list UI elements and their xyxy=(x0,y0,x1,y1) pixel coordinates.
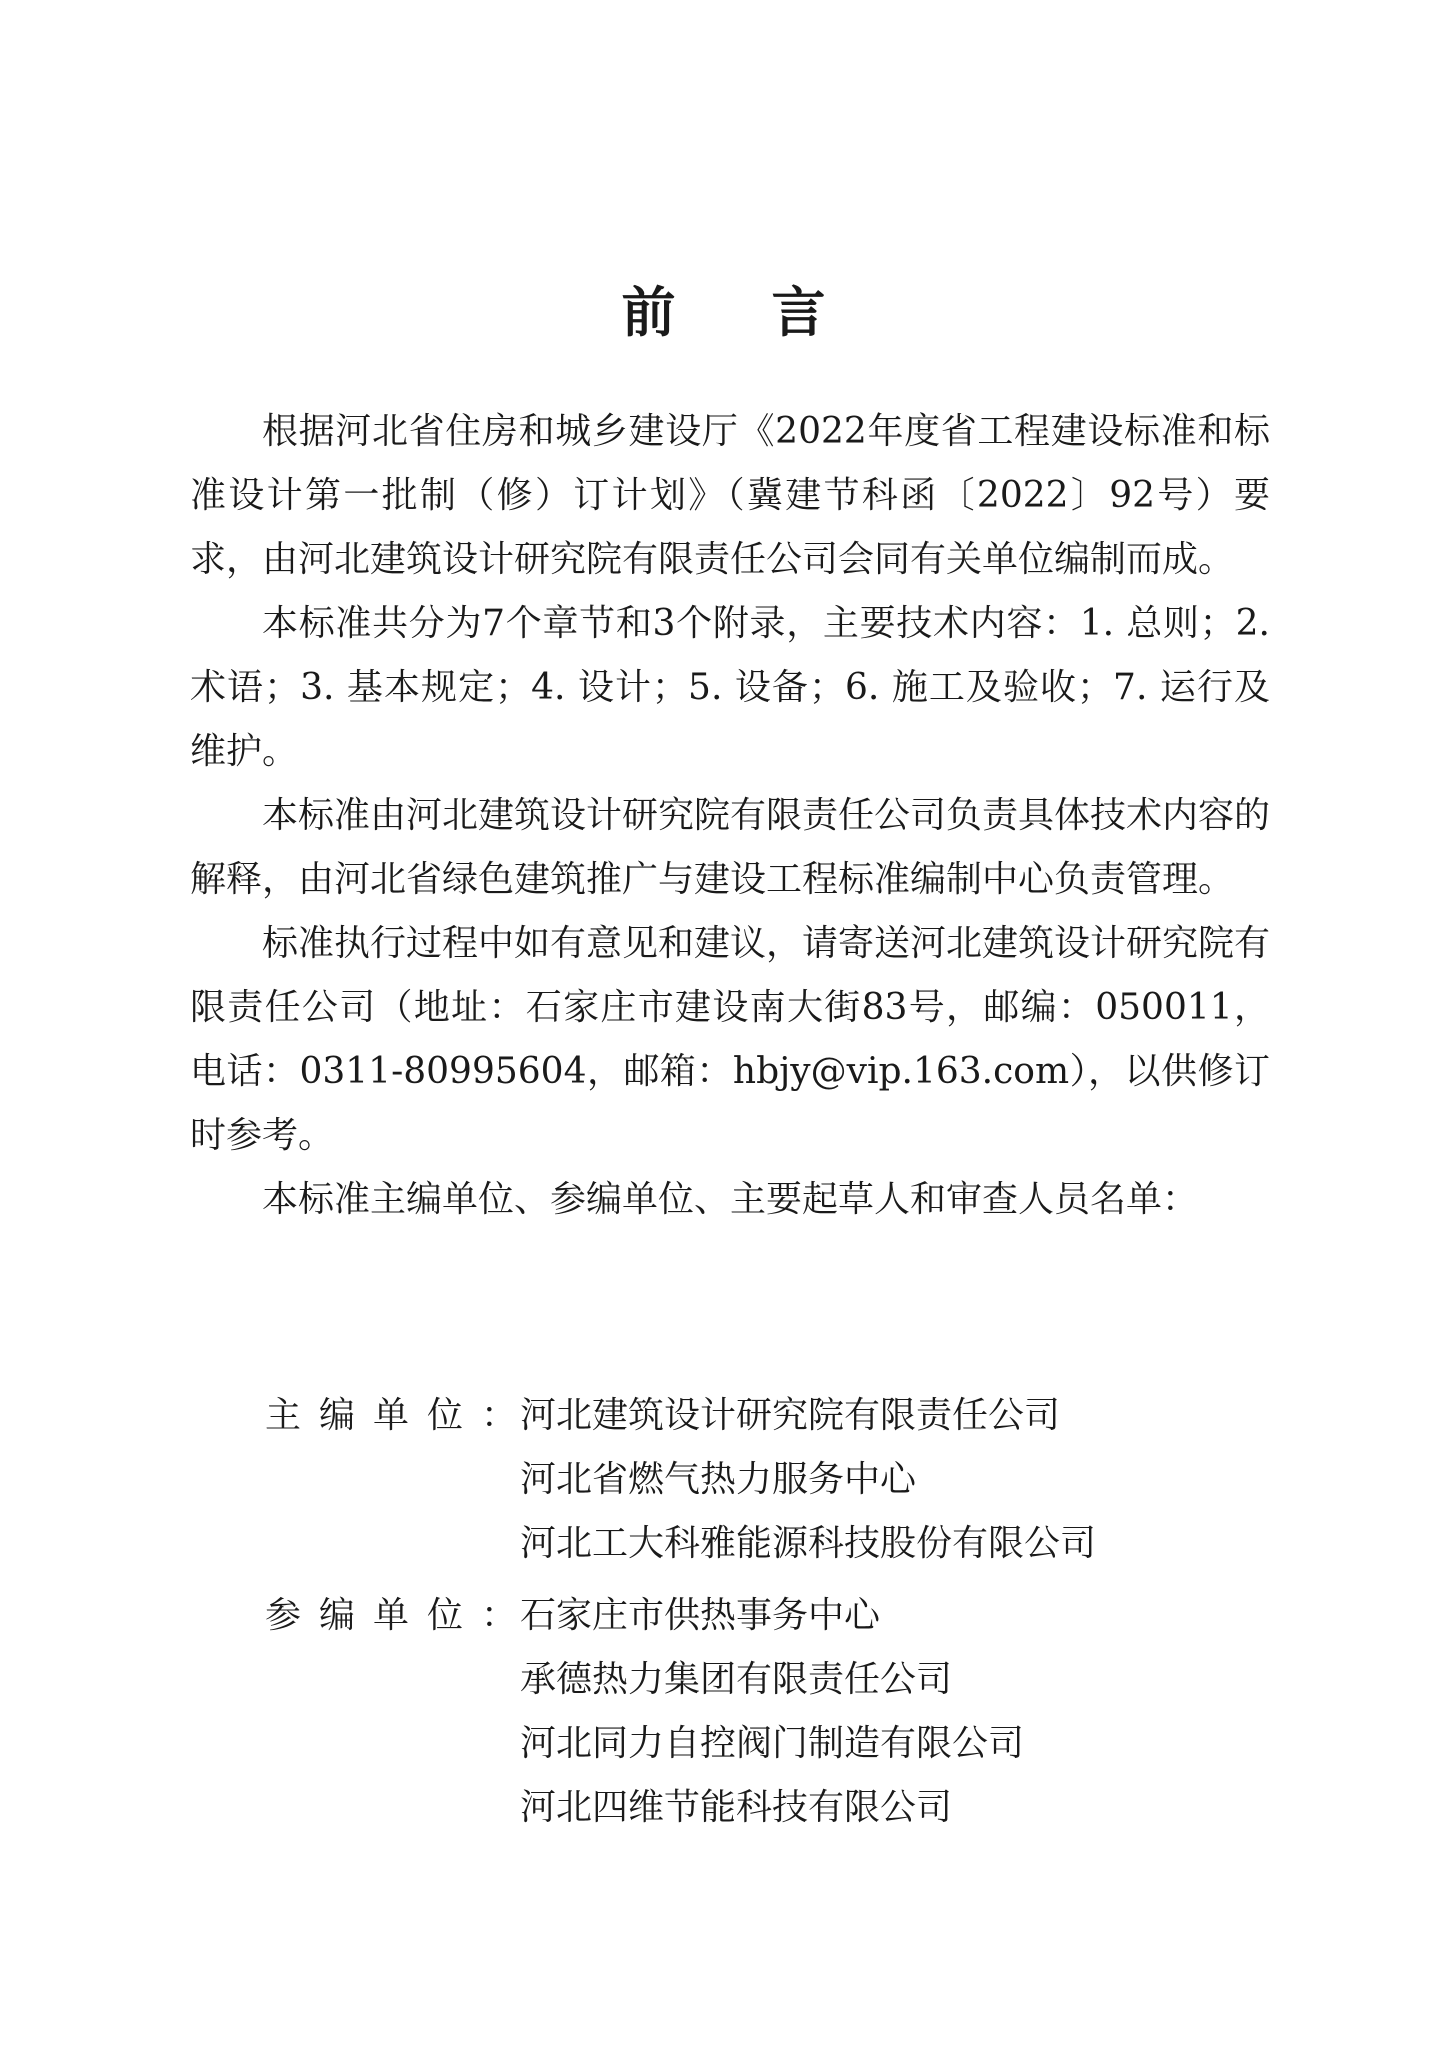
participating-unit-item: 河北四维节能科技有限公司 xyxy=(520,1787,953,1828)
paragraph-basis: 根据河北省住房和城乡建设厅《2022年度省工程建设标准和标准设计第一批制（修）订计划》（冀建节科函〔2022〕92号）要求，由河北建筑设计研究院有限责任公司会同有关单位编制而成。 xyxy=(190,411,1270,580)
chief-unit-item: 河北建筑设计研究院有限责任公司 xyxy=(520,1395,1061,1436)
chief-units-label: 主编单位： xyxy=(265,1395,536,1436)
paragraph-feedback: 标准执行过程中如有意见和建议，请寄送河北建筑设计研究院有限责任公司（地址：石家庄市建设南大街83号，邮编：050011，电话：0311-80995604，邮箱：hbjy@vip.163.com），以供修订时参考。 xyxy=(190,923,1271,1156)
chief-unit-item: 河北省燃气热力服务中心 xyxy=(520,1459,917,1500)
chief-unit-item: 河北工大科雅能源科技股份有限公司 xyxy=(520,1523,1097,1564)
paragraph-interpretation: 本标准由河北建筑设计研究院有限责任公司负责具体技术内容的解释，由河北省绿色建筑推广与建设工程标准编制中心负责管理。 xyxy=(190,795,1271,900)
paragraph-list-intro: 本标准主编单位、参编单位、主要起草人和审查人员名单： xyxy=(262,1179,1199,1220)
paragraph-contents: 本标准共分为7个章节和3个附录，主要技术内容：1. 总则；2. 术语；3. 基本规定；4. 设计；5. 设备；6. 施工及验收；7. 运行及维护。 xyxy=(190,603,1270,772)
participating-unit-item: 河北同力自控阀门制造有限公司 xyxy=(520,1723,1025,1764)
preface-body xyxy=(190,400,1270,1232)
participating-units-label: 参编单位： xyxy=(265,1595,536,1636)
participating-unit-item: 石家庄市供热事务中心 xyxy=(520,1595,881,1636)
participating-unit-item: 承德热力集团有限责任公司 xyxy=(520,1659,953,1700)
page-title: 前言 xyxy=(621,280,922,344)
